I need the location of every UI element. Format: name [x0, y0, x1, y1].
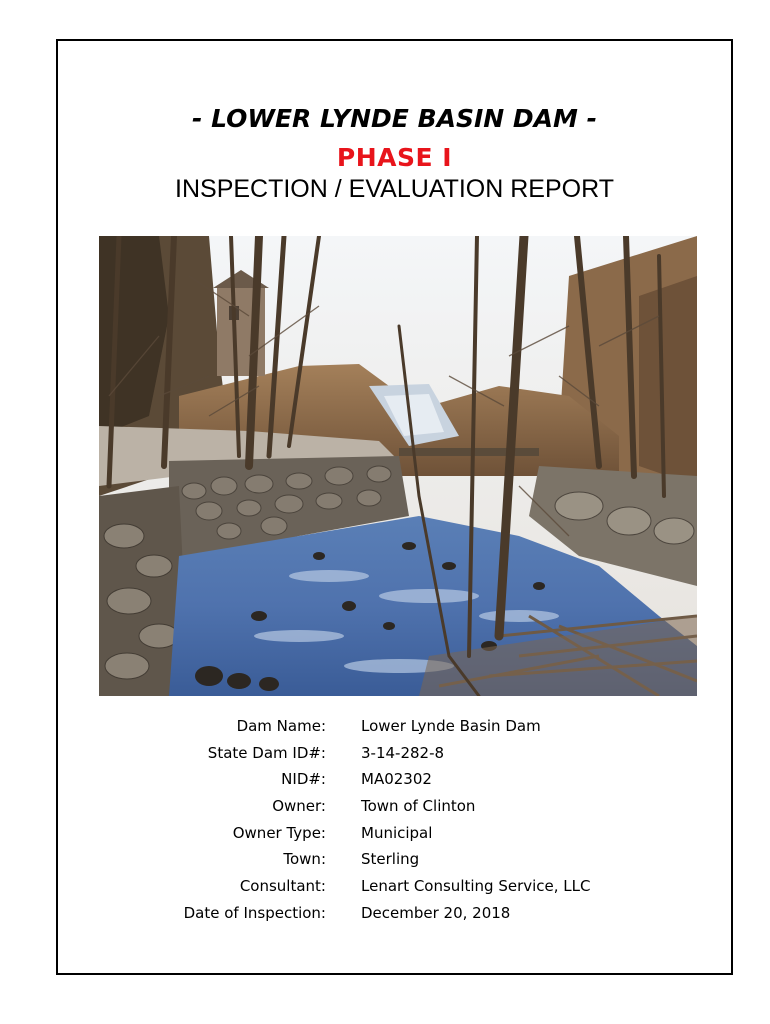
info-value: Town of Clinton	[361, 797, 476, 816]
info-row-owner-type	[100, 820, 700, 847]
phase-title: PHASE I	[336, 143, 453, 172]
info-row-owner	[100, 793, 700, 820]
info-label: Date of Inspection:	[183, 903, 326, 922]
info-label: Owner:	[272, 797, 326, 816]
cover-photo	[99, 236, 697, 696]
info-label: State Dam ID#:	[207, 743, 326, 762]
info-row-date-of-inspection	[100, 900, 700, 927]
report-type-title: INSPECTION / EVALUATION REPORT	[175, 175, 614, 203]
info-label: Consultant:	[239, 877, 326, 896]
info-label: Dam Name:	[236, 717, 326, 735]
info-value: 3-14-282-8	[361, 743, 445, 762]
info-row-consultant	[100, 873, 700, 900]
info-value: Municipal	[361, 823, 433, 842]
dam-title: - LOWER LYNDE BASIN DAM -	[192, 104, 597, 133]
info-label: Town:	[283, 850, 326, 869]
info-row-state-dam-id	[100, 740, 700, 767]
info-value: Lower Lynde Basin Dam	[361, 717, 541, 735]
info-row-town	[100, 846, 700, 873]
info-label: NID#:	[281, 770, 326, 789]
dam-info-table	[100, 713, 700, 927]
info-value: MA02302	[361, 770, 432, 789]
info-value: Sterling	[361, 850, 420, 869]
info-row-dam-name	[100, 713, 700, 740]
info-value: December 20, 2018	[361, 903, 511, 922]
info-label: Owner Type:	[232, 823, 326, 842]
info-value: Lenart Consulting Service, LLC	[361, 877, 591, 896]
info-row-nid	[100, 766, 700, 793]
